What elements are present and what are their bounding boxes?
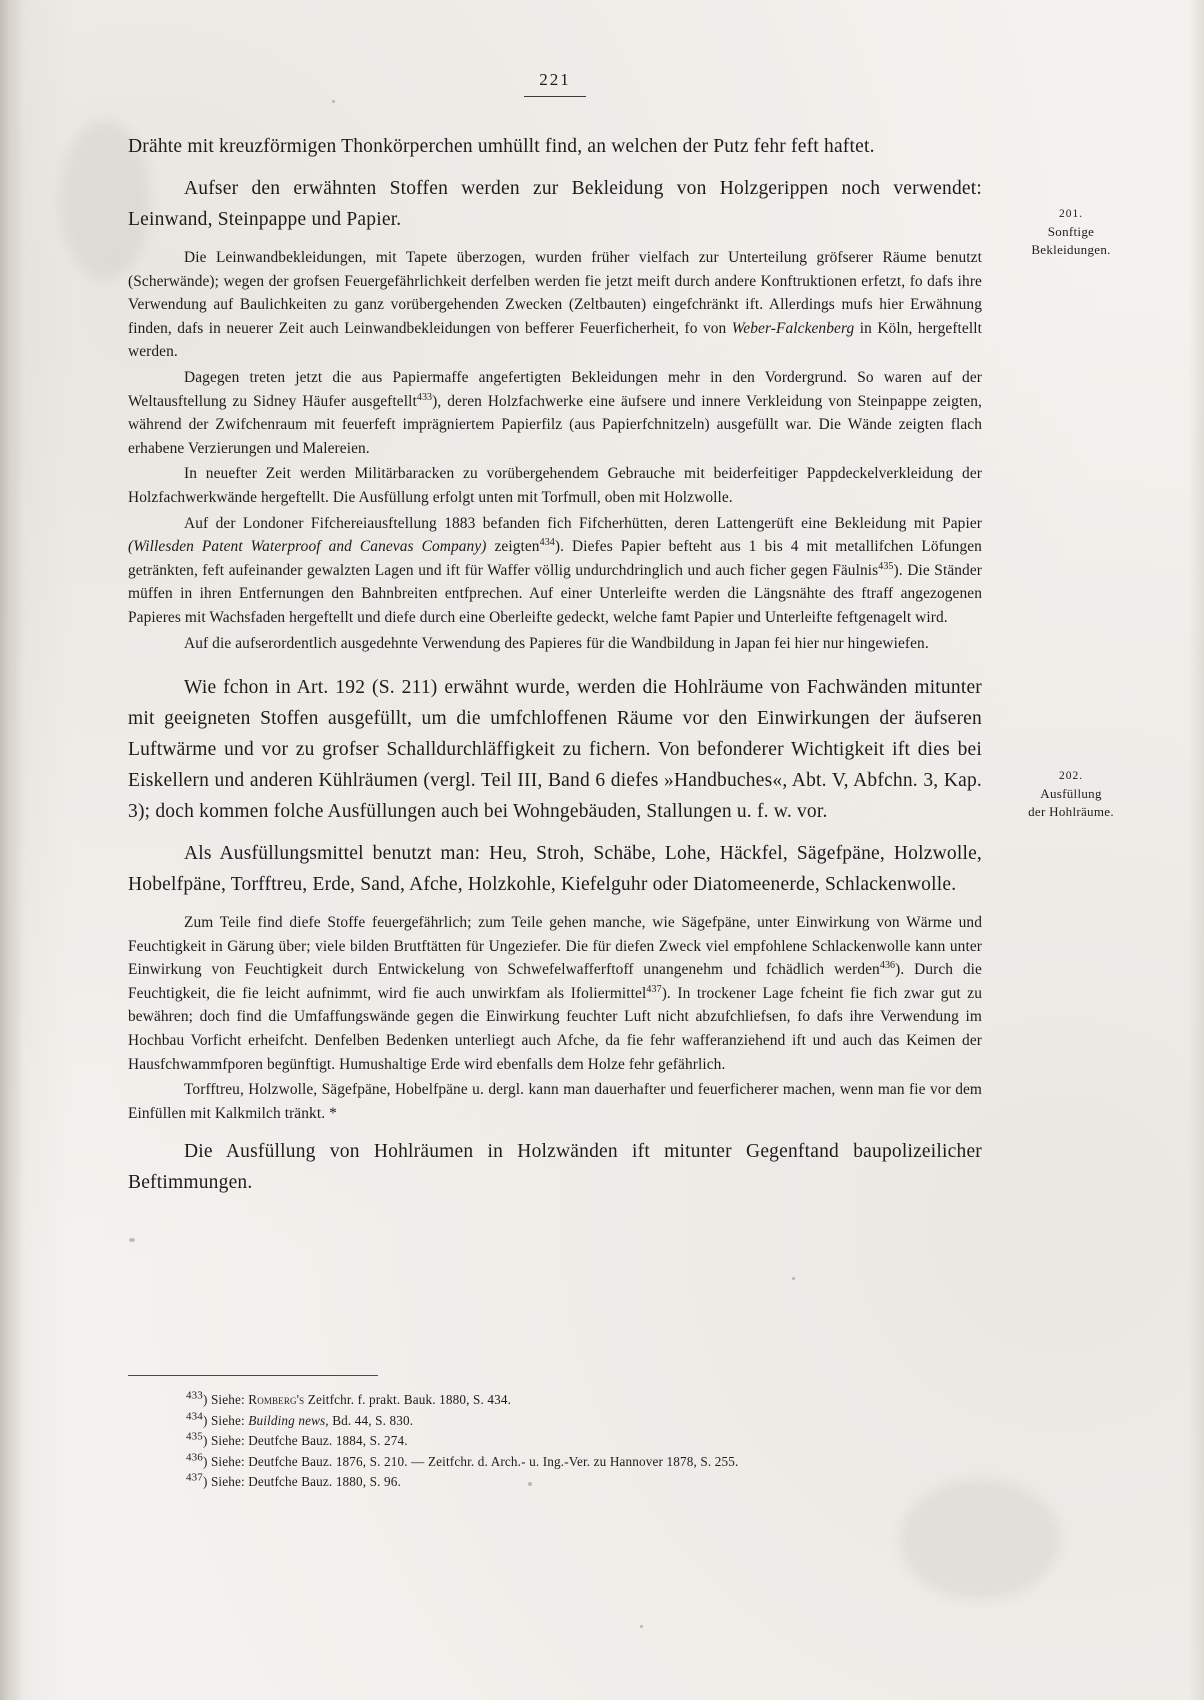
marginal-note-202 [996, 767, 1146, 821]
paragraph-10-part-a: Zum Teile find diefe Stoffe feuergefährlich; zum Teile gehen manche, wie Sägefpäne, unter Einwirkung von Wärme und Feuchtigkeit in Gärung über; viele bilden Brutftätten für Ungeziefer. Die für diefen Zweck viel empfohlene Schlackenwolle kann unter Einwirkung von Feuchtigkeit durch Entwickelung von Schwefelwafferftoff unangenehm und fchädlich werden [128, 914, 982, 979]
paragraph-6-company: (Willesden Patent Waterproof and Canevas Company) [128, 538, 487, 556]
footnote-number: 435 [186, 1430, 203, 1443]
marginal-note-201-line2: Bekleidungen. [1031, 242, 1111, 257]
paragraph-3-part-b: in Köln, hergeftellt werden. [128, 319, 982, 361]
footnote-number: 433 [186, 1389, 203, 1402]
footnote-ref-436[interactable]: 436 [879, 960, 896, 972]
paragraph-6-part-c: ). Diefes Papier befteht aus 1 bis 4 mit metallifchen Löfungen getränkten, feft aufeinander gewalzten Lagen und ift für Waffer völlig undurchdringlich und auch ficher gegen Fäulnis [128, 538, 982, 579]
marginal-note-201-line1: Sonftige [1047, 224, 1095, 239]
paragraph-6 [128, 512, 982, 630]
footnote-ref-433[interactable]: 433 [416, 391, 433, 403]
paragraph-10 [128, 911, 982, 1076]
paragraph-6-part-d: ). Die Ständer müffen in ihren Entfernungen den Bahnbreiten entfprechen. Auf einer Unterleifte werden die Längsnähte des ftraff angezogenen Papieres mit Wachsfaden hergeftellt und diefe durch eine Oberleifte gedeckt, welche famt Papier und Unterleifte feftgenagelt wird. [128, 561, 982, 626]
paragraph-1: Drähte mit kreuzförmigen Thonkörperchen umhüllt find, an welchen der Putz fehr feft haftet. [128, 136, 875, 157]
paper-stain [900, 1480, 1060, 1600]
footnote-block [128, 1375, 982, 1493]
footnote-prefix: ) Siehe: Deutfche Bauz. 1880, S. 96. [202, 1474, 401, 1489]
paragraph-9: Als Ausfüllungsmittel benutzt man: Heu, Stroh, Schäbe, Lohe, Häckfel, Sägefpäne, Holzwolle, Hobelfpäne, Torfftreu, Erde, Sand, Afche, Holzkohle, Kiefelguhr oder Diatomeenerde, Schlackenwolle. [128, 843, 982, 896]
paragraph-7: Auf die aufserordentlich ausgedehnte Verwendung des Papieres für die Wandbildung in Japan fei hier nur hingewiefen. [184, 634, 929, 652]
page-number: 221 [539, 70, 571, 89]
paragraph-8: Wie fchon in Art. 192 (S. 211) erwähnt wurde, werden die Hohlräume von Fachwänden mitunter mit geeigneten Stoffen ausgefüllt, um die umfchloffenen Räume vor den Einwirkungen der äufseren Luftwärme und vor zu grofser Schalldurchläffigkeit zu fichern. Von befonderer Wichtigkeit ift dies bei Eiskellern und anderen Kühlräumen (vergl. Teil III, Band 6 diefes »Handbuches«, Abt. V, Abfchn. 3, Kap. 3); doch kommen folche Ausfüllungen auch bei Wohngebäuden, Stallungen u. f. w. vor. [128, 677, 982, 823]
marginal-note-202-line1: Ausfüllung [1040, 786, 1102, 801]
page-body [128, 70, 982, 1200]
footnote-title: Building news, [248, 1412, 329, 1428]
footnote-prefix: ) Siehe: [202, 1412, 249, 1428]
footnote-item [128, 1431, 982, 1452]
paragraph-3-citation: Weber-Falckenberg [731, 319, 855, 337]
footnote-rule [128, 1375, 378, 1376]
paragraph-4-part-a: Dagegen treten jetzt die aus Papiermaffe angefertigten Bekleidungen mehr in den Vordergrund. So waren auf der Weltausftellung zu Sidney Häufer ausgeftellt [128, 368, 982, 410]
footnote-ref-437[interactable]: 437 [646, 983, 662, 995]
paragraph-3-part-a: Die Leinwandbekleidungen, mit Tapete überzogen, wurden früher vielfach zur Unterteilung gröfserer Räume benutzt (Scherwände); wegen der grofsen Feuergefährlichkeit derfelben werden fie jetzt meift durch andere Konftruktionen erfetzt, fo dafs ihre Verwendung auf Baulichkeiten zu ganz vorübergehenden Zwecken (Zeltbauten) eingefchränkt ift. Allerdings mufs hier Erwähnung finden, dafs in neuerer Zeit auch Leinwandbekleidungen von befferer Feuerficherheit, fo von [128, 249, 982, 337]
footnote-prefix: ) Siehe: Deutfche Bauz. 1884, S. 274. [202, 1433, 408, 1448]
paragraph-6-part-a: Auf der Londoner Fifchereiausftellung 1883 befanden fich Fifcherhütten, deren Lattengerüft eine Bekleidung mit Papier [184, 514, 982, 532]
footnote-prefix: ) Siehe: Deutfche Bauz. 1876, S. 210. — Zeitfchr. d. Arch.- u. Ing.-Ver. zu Hannover 1878, S. 255. [202, 1453, 739, 1469]
paper-speck [640, 1625, 643, 1628]
footnote-number: 436 [186, 1451, 203, 1464]
page-edge-left [0, 0, 22, 1700]
footnote-item [128, 1452, 982, 1473]
marginal-note-201-number: 201. [1058, 208, 1084, 220]
footnote-item [128, 1411, 982, 1432]
footnote-item [128, 1472, 982, 1493]
footnote-prefix: ) Siehe: [202, 1392, 249, 1407]
marginal-note-202-line2: der Hohlräume. [1028, 804, 1114, 819]
footnote-rest: Bd. 44, S. 830. [328, 1412, 414, 1428]
paragraph-6-part-b: zeigten [486, 538, 540, 556]
paragraph-5: In neuefter Zeit werden Militärbaracken zu vorübergehendem Gebrauche mit beiderfeitiger Pappdeckelverkleidung der Holzfachwerkwände hergeftellt. Die Ausfüllung erfolgt unten mit Torfmull, oben mit Holzwolle. [128, 465, 982, 506]
footnote-rest: Zeitfchr. f. prakt. Bauk. 1880, S. 434. [304, 1392, 512, 1407]
paragraph-11: Torfftreu, Holzwolle, Sägefpäne, Hobelfpäne u. dergl. kann man dauerhafter und feuerficherer machen, wenn man fie vor dem Einfüllen mit Kalkmilch tränkt. * [128, 1081, 982, 1122]
paragraph-3 [128, 246, 982, 364]
marginal-note-201 [996, 205, 1146, 259]
footnote-number: 434 [186, 1410, 203, 1423]
footnote-number: 437 [186, 1471, 203, 1484]
paragraph-12: Die Ausfüllung von Hohlräumen in Holzwänden ift mitunter Gegenftand baupolizeilicher Beftimmungen. [128, 1141, 982, 1194]
footnote-ref-434[interactable]: 434 [539, 537, 555, 548]
paragraph-10-part-b: ). Durch die Feuchtigkeit, die fie leicht aufnimmt, wird fie auch unwirkfam als Ifoliermittel [128, 961, 982, 1002]
header-rule [524, 96, 586, 97]
footnote-item [128, 1390, 982, 1411]
footnote-author: Romberg's [248, 1392, 305, 1407]
paragraph-4 [128, 366, 982, 460]
paragraph-4-part-b: ), deren Holzfachwerke eine äufsere und innere Verkleidung von Steinpappe zeigten, während der Zwifchenraum mit feuerfeft imprägniertem Papierfilz (aus Papierfchnitzeln) ausgefüllt war. Die Wände zeigten flach erhabene Verzierungen und Malereien. [128, 392, 982, 457]
paper-speck [129, 1238, 135, 1242]
footnote-ref-435[interactable]: 435 [878, 560, 894, 572]
paragraph-2: Aufser den erwähnten Stoffen werden zur Bekleidung von Holzgerippen noch verwendet: Leinwand, Steinpappe und Papier. [128, 178, 982, 230]
page-edge-right [1188, 0, 1204, 1700]
paper-speck [792, 1277, 795, 1280]
marginal-note-202-number: 202. [1058, 770, 1084, 782]
paragraph-10-part-c: ). In trockener Lage fcheint fie fich zwar gut zu bewähren; doch find die Umfaffungswände gegen die Einwirkung feuchter Luft nicht abzufchliefsen, fo dafs ihre Verwendung im Hochbau Vorficht erheifcht. Denfelben Bedenken unterliegt auch Afche, da fie fehr wafferanziehend ift und auch das Keimen der Hausfchwammfporen begünftigt. Humushaltige Erde wird ebenfalls dem Holze fehr gefährlich. [128, 984, 983, 1073]
